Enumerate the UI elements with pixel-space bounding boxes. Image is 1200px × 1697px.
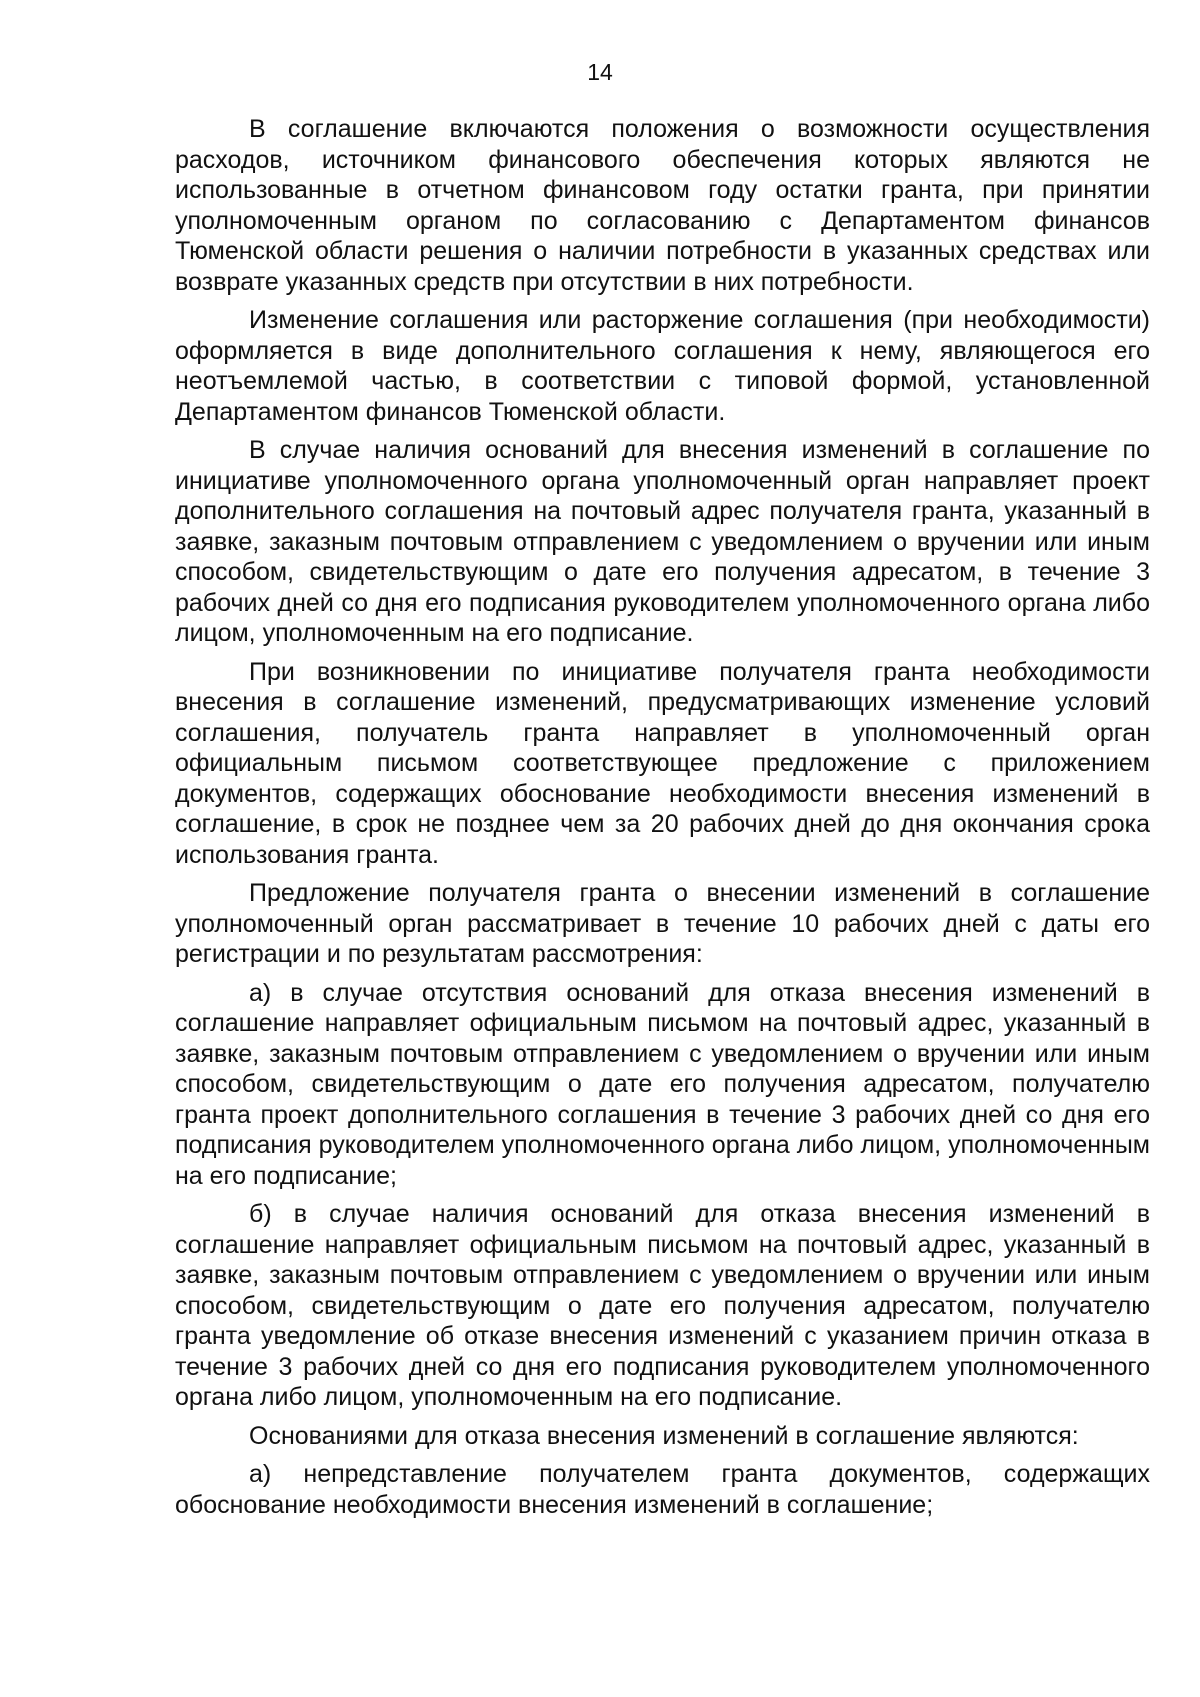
paragraph-ground-a: а) непредставление получателем гранта документов, содержащих обоснование необходимости внесения изменений в соглашение; (175, 1460, 1150, 1519)
paragraph-unused-grant-balance: В соглашение включаются положения о возможности осуществления расходов, источником финансового обеспечения которых являются не использованные в отчетном финансовом году остатки гранта, при принятии уполномоченным органом по согласованию с Департаментом финансов Тюменской области решения о наличии потребности в указанных средствах или возврате указанных средств при отсутствии в них потребности. (175, 115, 1150, 296)
paragraph-proposal-review: Предложение получателя гранта о внесении изменений в соглашение уполномоченный орган рассматривает в течение 10 рабочих дней с даты его регистрации и по результатам рассмотрения: (175, 879, 1150, 968)
paragraph-item-b-refusal: б) в случае наличия оснований для отказа внесения изменений в соглашение направляет официальным письмом на почтовый адрес, указанный в заявке, заказным почтовым отправлением с уведомлением о вручении или иным способом, свидетельствующим о дате его получения адресатом, получателю гранта уведомление об отказе внесения изменений с указанием причин отказа в течение 3 рабочих дней со дня его подписания руководителем уполномоченного органа либо лицом, уполномоченным на его подписание. (175, 1200, 1150, 1411)
page-number: 14 (587, 59, 613, 85)
paragraph-refusal-grounds: Основаниями для отказа внесения изменений в соглашение являются: (249, 1421, 1079, 1450)
paragraph-authority-initiative: В случае наличия оснований для внесения изменений в соглашение по инициативе уполномоченного органа уполномоченный орган направляет проект дополнительного соглашения на почтовый адрес получателя гранта, указанный в заявке, заказным почтовым отправлением с уведомлением о вручении или иным способом, свидетельствующим о дате его получения адресатом, в течение 3 рабочих дней со дня его подписания руководителем уполномоченного органа либо лицом, уполномоченным на его подписание. (175, 436, 1150, 647)
paragraph-item-a-no-refusal: а) в случае отсутствия оснований для отказа внесения изменений в соглашение направляет официальным письмом на почтовый адрес, указанный в заявке, заказным почтовым отправлением с уведомлением о вручении или иным способом, свидетельствующим о дате его получения адресатом, получателю гранта проект дополнительного соглашения в течение 3 рабочих дней со дня его подписания руководителем уполномоченного органа либо лицом, уполномоченным на его подписание; (175, 978, 1150, 1190)
paragraph-recipient-initiative: При возникновении по инициативе получателя гранта необходимости внесения в соглашение изменений, предусматривающих изменение условий соглашения, получатель гранта направляет в уполномоченный орган официальным письмом соответствующее предложение с приложением документов, содержащих обоснование необходимости внесения изменений в соглашение, в срок не позднее чем за 20 рабочих дней до дня окончания срока использования гранта. (175, 657, 1150, 869)
paragraph-agreement-amendment: Изменение соглашения или расторжение соглашения (при необходимости) оформляется в виде дополнительного соглашения к нему, являющегося его неотъемлемой частью, в соответствии с типовой формой, установленной Департаментом финансов Тюменской области. (175, 306, 1150, 426)
document-body (175, 114, 1150, 1528)
